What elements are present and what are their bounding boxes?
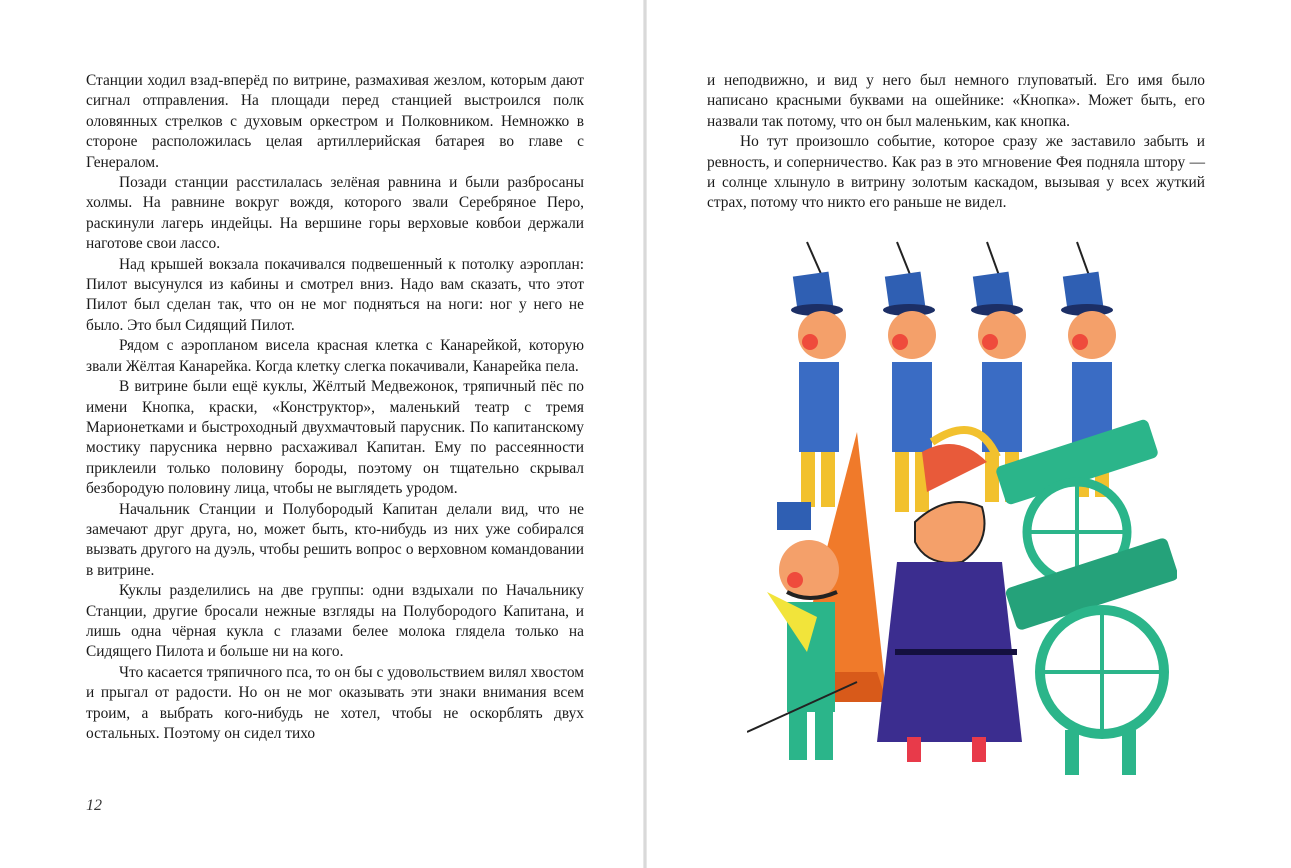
right-page-text xyxy=(707,71,1205,214)
right-page xyxy=(647,0,1291,868)
paragraph: Куклы разделились на две группы: одни вздыхали по Начальнику Станции, другие бросали нежные взгляды на Полубородого Капитана, и лишь одна чёрная кукла с глазами белее молока глядела только на Сидящего Пилота и больше ни на кого. xyxy=(86,582,584,661)
paragraph: Начальник Станции и Полубородый Капитан делали вид, что не замечают друг друга, но, может быть, кто-нибудь из них уже собирался вызвать другого на дуэль, чтобы решить вопрос о верховном командовании в витрине. xyxy=(86,500,584,579)
left-page-text xyxy=(86,71,584,744)
left-page xyxy=(0,0,643,868)
paragraph: Позади станции расстилалась зелёная равнина и были разбросаны холмы. На равнине вокруг вождя, которого звали Серебряное Перо, раскинули лагерь индейцы. На вершине горы верховые ковбои держали наготове свои лассо. xyxy=(86,174,584,253)
page-number: 12 xyxy=(86,797,102,814)
paragraph: В витрине были ещё куклы, Жёлтый Медвежонок, тряпичный пёс по имени Кнопка, краски, «Конструктор», маленький театр с тремя Марионетками и быстроходный двухмачтовый парусник. По капитанскому мостику парусника нервно расхаживал Капитан. Ему по рассеянности приклеили только половину бороды, поэтому он тщательно скрывал безбородую половину лица, чтобы не выглядеть уродом. xyxy=(86,378,584,498)
paragraph: и неподвижно, и вид у него был немного глуповатый. Его имя было написано красными буквами на ошейнике: «Кнопка». Может быть, его назвали так потому, что он был маленьким, как кнопка. xyxy=(707,72,1205,130)
paragraph: Но тут произошло событие, которое сразу же заставило забыть и ревность, и соперничество. Как раз в это мгновение Фея подняла штору — и солнце хлынуло в витрину золотым каскадом, вызывая у всех жуткий страх, потому что никто его раньше не видел. xyxy=(707,133,1205,212)
cannon-figure xyxy=(1004,537,1177,775)
toys-illustration xyxy=(747,232,1177,792)
paragraph: Рядом с аэропланом висела красная клетка с Канарейкой, которую звали Жёлтая Канарейка. Когда клетку слегка покачивали, Канарейка пела. xyxy=(86,337,584,375)
paragraph: Что касается тряпичного пса, то он бы с удовольствием вилял хвостом и прыгал от радости. Но он не мог оказывать эти знаки внимания всем троим, а выбрать кого-нибудь не хотел, чтобы не оскорблять двух остальных. Поэтому он сидел тихо xyxy=(86,663,584,742)
paragraph: Над крышей вокзала покачивался подвешенный к потолку аэроплан: Пилот высунулся из кабины и смотрел вниз. Надо вам сказать, что этот Пилот был сделан так, что он не мог подняться на ноги: ног у него не было. Это был Сидящий Пилот. xyxy=(86,255,584,334)
soldier-figure xyxy=(791,242,846,507)
paragraph: Станции ходил взад-вперёд по витрине, размахивая жезлом, которым дают сигнал отправления. На площади перед станцией выстроился полк оловянных стрелков с духовым оркестром и Полковником. Немножко в стороне расположилась целая артиллерийская батарея во главе с Генералом. xyxy=(86,72,584,171)
